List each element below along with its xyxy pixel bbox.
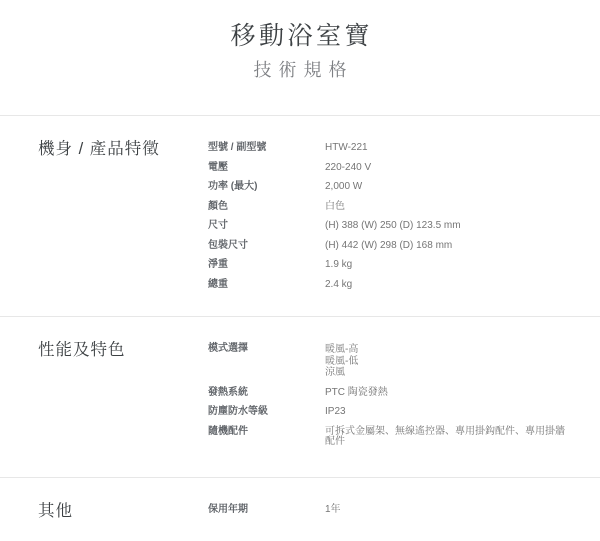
spec-value: 1年 xyxy=(325,505,570,516)
spec-label: 功率 (最大) xyxy=(208,182,325,193)
spec-row-accessories xyxy=(208,427,570,448)
spec-rows xyxy=(208,505,570,520)
spec-label: 防塵防水等級 xyxy=(208,407,325,418)
spec-value: 2,000 W xyxy=(325,182,570,193)
spec-row-heating-system xyxy=(208,388,570,399)
spec-row-mode-selection xyxy=(208,344,570,379)
mode-option: 涼風 xyxy=(325,367,570,379)
spec-rows xyxy=(208,143,570,290)
spec-value: 2.4 kg xyxy=(325,280,570,291)
spec-label: 尺寸 xyxy=(208,221,325,232)
spec-label: 模式選擇 xyxy=(208,344,325,355)
spec-row-warranty xyxy=(208,505,570,516)
spec-row-net-weight xyxy=(208,260,570,271)
spec-label: 電壓 xyxy=(208,163,325,174)
mode-option: 暖風-低 xyxy=(325,356,570,368)
spec-label: 淨重 xyxy=(208,260,325,271)
page-title: 移動浴室寶 xyxy=(4,23,600,50)
section-performance-features xyxy=(0,317,600,477)
spec-row-gross-weight xyxy=(208,280,570,291)
spec-label: 型號 / 副型號 xyxy=(208,143,325,154)
spec-value: (H) 442 (W) 298 (D) 168 mm xyxy=(325,241,570,252)
spec-value xyxy=(325,344,570,379)
spec-value: 白色 xyxy=(325,202,570,213)
page-subtitle: 技術規格 xyxy=(7,61,600,79)
spec-value: HTW-221 xyxy=(325,143,570,154)
spec-row-dimensions xyxy=(208,221,570,232)
spec-row-power xyxy=(208,182,570,193)
spec-row-color xyxy=(208,202,570,213)
spec-row-ip-rating xyxy=(208,407,570,418)
spec-value: 可拆式金屬架、無線遙控器、專用掛鈎配件、專用掛牆配件 xyxy=(325,427,570,448)
spec-label: 保用年期 xyxy=(208,505,325,516)
spec-label: 總重 xyxy=(208,280,325,291)
section-title: 性能及特色 xyxy=(38,341,208,448)
spec-row-package-dimensions xyxy=(208,241,570,252)
spec-value: 220-240 V xyxy=(325,163,570,174)
spec-row-voltage xyxy=(208,163,570,174)
spec-value: 1.9 kg xyxy=(325,260,570,271)
spec-rows xyxy=(208,344,570,448)
section-title: 其他 xyxy=(38,502,208,520)
section-title: 機身 / 產品特徵 xyxy=(38,140,208,290)
spec-value: (H) 388 (W) 250 (D) 123.5 mm xyxy=(325,221,570,232)
spec-row-model xyxy=(208,143,570,154)
spec-label: 包裝尺寸 xyxy=(208,241,325,252)
section-product-features xyxy=(0,116,600,316)
spec-label: 發熱系統 xyxy=(208,388,325,399)
spec-value: IP23 xyxy=(325,407,570,418)
spec-label: 顏色 xyxy=(208,202,325,213)
section-other xyxy=(0,478,600,541)
spec-value: PTC 陶瓷發熱 xyxy=(325,388,570,399)
page-header xyxy=(0,0,600,115)
mode-option: 暖風-高 xyxy=(325,344,570,356)
spec-label: 隨機配件 xyxy=(208,427,325,438)
